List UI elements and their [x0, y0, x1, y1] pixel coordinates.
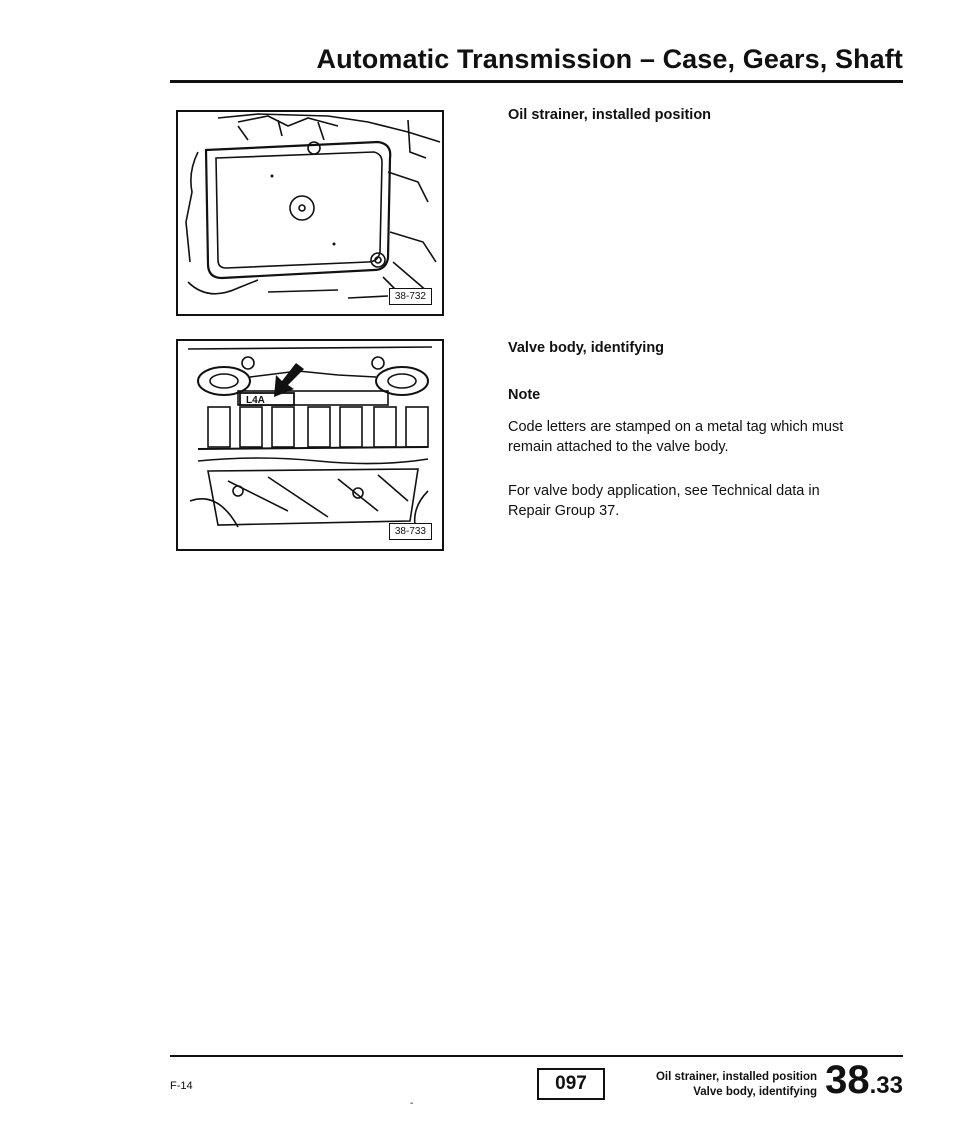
- valve-body-illustration: [178, 341, 442, 549]
- metal-tag-code: L4A: [246, 395, 265, 406]
- header-rule: [170, 80, 903, 83]
- page-title: Automatic Transmission – Case, Gears, Shaft: [316, 44, 903, 74]
- figure-label-38-732: 38-732: [389, 288, 432, 305]
- figure-oil-strainer: [176, 110, 444, 316]
- section-number: [825, 1058, 903, 1103]
- footer-topic-1: Oil strainer, installed position: [655, 1071, 817, 1083]
- footer-mark: -: [410, 1098, 414, 1109]
- note-paragraph-application: For valve body application, see Technical data in Repair Group 37.: [508, 483, 820, 519]
- footer-topic-2: Valve body, identifying: [693, 1086, 817, 1098]
- footer-rule: [170, 1055, 903, 1057]
- note-paragraph-code-letters: Code letters are stamped on a metal tag which must remain attached to the valve body.: [508, 419, 844, 455]
- heading-oil-strainer: Oil strainer, installed position: [508, 107, 712, 123]
- figure-valve-body: [176, 339, 444, 551]
- page-id: F-14: [170, 1080, 193, 1092]
- model-code-box: 097: [537, 1068, 605, 1100]
- heading-valve-body: Valve body, identifying: [508, 340, 665, 356]
- section-number-main: 38: [825, 1058, 870, 1102]
- footer-topics: [656, 1070, 817, 1100]
- arrow-pointer-icon: [274, 363, 304, 397]
- note-heading: Note: [508, 387, 541, 403]
- section-number-sub: .33: [869, 1072, 903, 1099]
- oil-strainer-illustration: [178, 112, 442, 314]
- figure-label-38-733: 38-733: [389, 523, 432, 540]
